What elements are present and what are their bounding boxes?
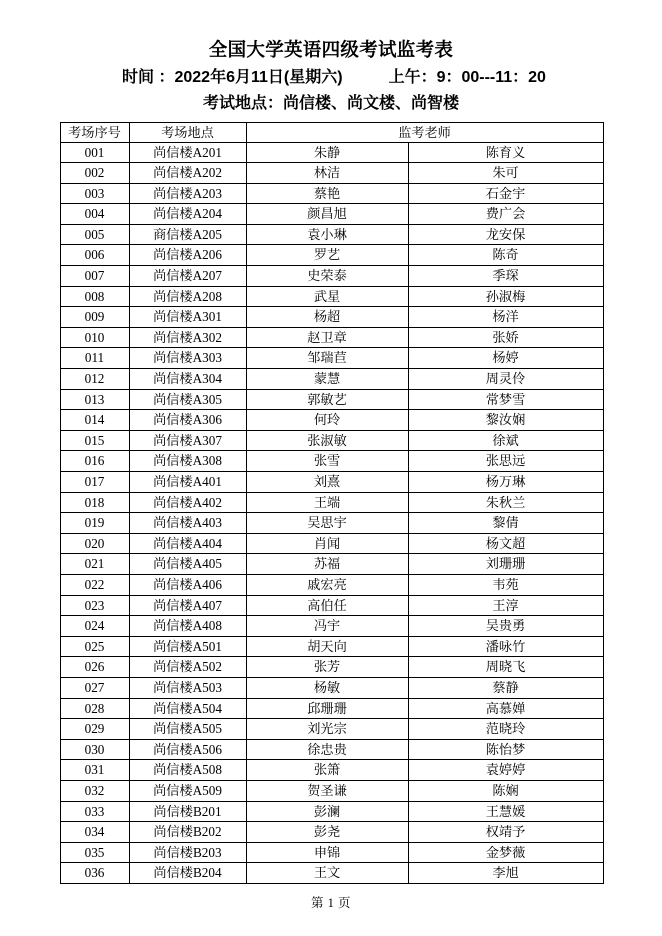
cell-room-place: 尚信楼A508 <box>129 760 246 781</box>
cell-invigilator-2: 金梦薇 <box>408 842 603 863</box>
cell-invigilator-2: 陈育义 <box>408 142 603 163</box>
exam-time-line <box>0 61 662 89</box>
table-row <box>60 142 603 163</box>
cell-room-no: 029 <box>60 719 129 740</box>
cell-room-place: 尚信楼A505 <box>129 719 246 740</box>
cell-invigilator-1: 冯宇 <box>246 616 408 637</box>
invigilation-table <box>60 122 604 884</box>
table-header <box>60 122 603 142</box>
cell-room-place: 尚信楼B202 <box>129 822 246 843</box>
cell-invigilator-1: 张淑敏 <box>246 430 408 451</box>
cell-invigilator-2: 蔡静 <box>408 677 603 698</box>
cell-room-no: 001 <box>60 142 129 163</box>
cell-room-no: 028 <box>60 698 129 719</box>
table-row <box>60 698 603 719</box>
table-row <box>60 327 603 348</box>
cell-invigilator-2: 常梦雪 <box>408 389 603 410</box>
table-row <box>60 554 603 575</box>
cell-invigilator-1: 刘光宗 <box>246 719 408 740</box>
cell-invigilator-1: 申锦 <box>246 842 408 863</box>
cell-room-no: 006 <box>60 245 129 266</box>
cell-room-no: 004 <box>60 204 129 225</box>
cell-room-place: 尚信楼B204 <box>129 863 246 884</box>
cell-invigilator-2: 石金宇 <box>408 183 603 204</box>
cell-invigilator-2: 张思远 <box>408 451 603 472</box>
cell-invigilator-1: 张芳 <box>246 657 408 678</box>
cell-invigilator-1: 苏福 <box>246 554 408 575</box>
cell-invigilator-1: 彭澜 <box>246 801 408 822</box>
table-row <box>60 389 603 410</box>
cell-room-no: 012 <box>60 369 129 390</box>
cell-invigilator-1: 朱静 <box>246 142 408 163</box>
cell-room-place: 尚信楼A403 <box>129 513 246 534</box>
cell-room-no: 010 <box>60 327 129 348</box>
cell-invigilator-1: 徐忠贵 <box>246 739 408 760</box>
table-row <box>60 574 603 595</box>
cell-invigilator-2: 潘咏竹 <box>408 636 603 657</box>
cell-room-no: 036 <box>60 863 129 884</box>
page-title: 全国大学英语四级考试监考表 <box>208 39 454 60</box>
cell-room-place: 尚信楼A201 <box>129 142 246 163</box>
cell-invigilator-1: 王文 <box>246 863 408 884</box>
cell-room-place: 尚信楼A405 <box>129 554 246 575</box>
table-row <box>60 266 603 287</box>
cell-room-no: 022 <box>60 574 129 595</box>
cell-invigilator-1: 张雪 <box>246 451 408 472</box>
cell-room-no: 026 <box>60 657 129 678</box>
cell-room-place: 尚信楼A202 <box>129 163 246 184</box>
table-body <box>60 142 603 883</box>
cell-invigilator-2: 周灵伶 <box>408 369 603 390</box>
table-row <box>60 822 603 843</box>
cell-invigilator-2: 权靖予 <box>408 822 603 843</box>
page-footer: 第 1 页 <box>310 896 351 910</box>
cell-invigilator-1: 张箫 <box>246 760 408 781</box>
cell-invigilator-1: 邹瑞苣 <box>246 348 408 369</box>
cell-room-place: 尚信楼A402 <box>129 492 246 513</box>
cell-invigilator-2: 陈怡梦 <box>408 739 603 760</box>
cell-room-place: 尚信楼A407 <box>129 595 246 616</box>
cell-room-no: 019 <box>60 513 129 534</box>
cell-invigilator-1: 郭敏艺 <box>246 389 408 410</box>
cell-room-no: 030 <box>60 739 129 760</box>
cell-room-place: 尚信楼A206 <box>129 245 246 266</box>
exam-date-value: 2022年6月11日(星期六) <box>174 69 343 87</box>
cell-invigilator-2: 徐斌 <box>408 430 603 451</box>
table-row <box>60 348 603 369</box>
cell-room-place: 尚信楼A504 <box>129 698 246 719</box>
cell-invigilator-2: 朱秋兰 <box>408 492 603 513</box>
header-room-no: 考场序号 <box>60 122 129 142</box>
table-header-row <box>60 122 603 142</box>
cell-room-no: 018 <box>60 492 129 513</box>
cell-invigilator-2: 范晓玲 <box>408 719 603 740</box>
cell-invigilator-1: 何玲 <box>246 410 408 431</box>
cell-invigilator-2: 王淳 <box>408 595 603 616</box>
table-row <box>60 616 603 637</box>
cell-invigilator-2: 杨文超 <box>408 533 603 554</box>
cell-room-no: 021 <box>60 554 129 575</box>
cell-room-no: 007 <box>60 266 129 287</box>
cell-invigilator-2: 杨万琳 <box>408 472 603 493</box>
cell-room-no: 025 <box>60 636 129 657</box>
table-row <box>60 492 603 513</box>
cell-invigilator-1: 武星 <box>246 286 408 307</box>
table-row <box>60 307 603 328</box>
table-row <box>60 780 603 801</box>
cell-room-place: 尚信楼B201 <box>129 801 246 822</box>
cell-invigilator-1: 贺圣谦 <box>246 780 408 801</box>
cell-invigilator-2: 高慕婵 <box>408 698 603 719</box>
cell-room-no: 002 <box>60 163 129 184</box>
cell-room-no: 009 <box>60 307 129 328</box>
cell-room-no: 017 <box>60 472 129 493</box>
cell-invigilator-1: 邱珊珊 <box>246 698 408 719</box>
cell-invigilator-2: 季琛 <box>408 266 603 287</box>
header-invigilators: 监考老师 <box>246 122 603 142</box>
cell-invigilator-1: 戚宏亮 <box>246 574 408 595</box>
cell-room-no: 020 <box>60 533 129 554</box>
cell-room-no: 015 <box>60 430 129 451</box>
exam-time-label: 时间 ： <box>122 69 175 87</box>
cell-invigilator-1: 肖闻 <box>246 533 408 554</box>
table-row <box>60 183 603 204</box>
cell-room-place: 尚信楼A203 <box>129 183 246 204</box>
cell-room-place: 尚信楼A406 <box>129 574 246 595</box>
cell-room-place: 尚信楼A308 <box>129 451 246 472</box>
cell-invigilator-2: 刘珊珊 <box>408 554 603 575</box>
cell-room-no: 035 <box>60 842 129 863</box>
exam-session-value: 上午：9：00---11：20 <box>388 69 546 87</box>
header-room-place: 考场地点 <box>129 122 246 142</box>
cell-room-no: 013 <box>60 389 129 410</box>
cell-invigilator-2: 陈娴 <box>408 780 603 801</box>
exam-table-container <box>60 122 603 884</box>
table-row <box>60 636 603 657</box>
cell-room-place: 尚信楼A502 <box>129 657 246 678</box>
cell-invigilator-2: 朱可 <box>408 163 603 184</box>
cell-invigilator-2: 陈奇 <box>408 245 603 266</box>
cell-room-place: 尚信楼A306 <box>129 410 246 431</box>
table-row <box>60 801 603 822</box>
table-row <box>60 245 603 266</box>
cell-invigilator-1: 杨敏 <box>246 677 408 698</box>
table-row <box>60 472 603 493</box>
cell-invigilator-1: 吴思宇 <box>246 513 408 534</box>
cell-room-place: 尚信楼A501 <box>129 636 246 657</box>
cell-room-place: 尚信楼A404 <box>129 533 246 554</box>
table-row <box>60 286 603 307</box>
cell-invigilator-1: 赵卫章 <box>246 327 408 348</box>
cell-room-place: 尚信楼A204 <box>129 204 246 225</box>
cell-invigilator-2: 黎汝娴 <box>408 410 603 431</box>
cell-room-place: 尚信楼A503 <box>129 677 246 698</box>
cell-room-no: 016 <box>60 451 129 472</box>
table-row <box>60 410 603 431</box>
cell-invigilator-2: 王慧媛 <box>408 801 603 822</box>
cell-room-no: 031 <box>60 760 129 781</box>
table-row <box>60 842 603 863</box>
cell-room-place: 尚信楼B203 <box>129 842 246 863</box>
cell-room-no: 008 <box>60 286 129 307</box>
cell-room-no: 023 <box>60 595 129 616</box>
cell-invigilator-1: 高伯任 <box>246 595 408 616</box>
cell-invigilator-1: 史荣泰 <box>246 266 408 287</box>
cell-invigilator-2: 杨洋 <box>408 307 603 328</box>
cell-room-place: 尚信楼A408 <box>129 616 246 637</box>
cell-invigilator-1: 蒙慧 <box>246 369 408 390</box>
cell-invigilator-2: 费广会 <box>408 204 603 225</box>
cell-room-place: 尚信楼A301 <box>129 307 246 328</box>
table-row <box>60 677 603 698</box>
cell-invigilator-1: 林洁 <box>246 163 408 184</box>
table-row <box>60 513 603 534</box>
cell-room-place: 尚信楼A207 <box>129 266 246 287</box>
cell-invigilator-2: 孙淑梅 <box>408 286 603 307</box>
cell-room-no: 032 <box>60 780 129 801</box>
table-row <box>60 163 603 184</box>
cell-room-place: 尚信楼A302 <box>129 327 246 348</box>
cell-invigilator-2: 韦苑 <box>408 574 603 595</box>
table-row <box>60 739 603 760</box>
table-row <box>60 719 603 740</box>
cell-room-no: 034 <box>60 822 129 843</box>
table-row <box>60 224 603 245</box>
cell-room-place: 尚信楼A506 <box>129 739 246 760</box>
cell-room-place: 尚信楼A304 <box>129 369 246 390</box>
cell-invigilator-2: 吴贵勇 <box>408 616 603 637</box>
cell-room-place: 商信楼A205 <box>129 224 246 245</box>
cell-room-no: 024 <box>60 616 129 637</box>
cell-invigilator-2: 李旭 <box>408 863 603 884</box>
cell-invigilator-1: 颜昌旭 <box>246 204 408 225</box>
cell-room-no: 011 <box>60 348 129 369</box>
cell-invigilator-2: 张娇 <box>408 327 603 348</box>
table-row <box>60 595 603 616</box>
cell-room-no: 005 <box>60 224 129 245</box>
cell-invigilator-2: 黎倩 <box>408 513 603 534</box>
cell-invigilator-1: 王端 <box>246 492 408 513</box>
exam-location-line: 考试地点：尚信楼、尚文楼、尚智楼 <box>202 95 459 113</box>
table-row <box>60 451 603 472</box>
cell-invigilator-2: 龙安保 <box>408 224 603 245</box>
table-row <box>60 863 603 884</box>
table-row <box>60 430 603 451</box>
table-row <box>60 657 603 678</box>
table-row <box>60 369 603 390</box>
cell-invigilator-1: 蔡艳 <box>246 183 408 204</box>
table-row <box>60 204 603 225</box>
cell-invigilator-1: 胡天向 <box>246 636 408 657</box>
cell-invigilator-1: 彭尧 <box>246 822 408 843</box>
cell-room-no: 033 <box>60 801 129 822</box>
cell-room-no: 027 <box>60 677 129 698</box>
cell-room-place: 尚信楼A208 <box>129 286 246 307</box>
table-row <box>60 760 603 781</box>
cell-room-place: 尚信楼A401 <box>129 472 246 493</box>
cell-invigilator-1: 袁小琳 <box>246 224 408 245</box>
table-row <box>60 533 603 554</box>
cell-room-no: 014 <box>60 410 129 431</box>
cell-room-place: 尚信楼A303 <box>129 348 246 369</box>
cell-room-no: 003 <box>60 183 129 204</box>
cell-room-place: 尚信楼A305 <box>129 389 246 410</box>
cell-room-place: 尚信楼A307 <box>129 430 246 451</box>
cell-invigilator-2: 周晓飞 <box>408 657 603 678</box>
cell-invigilator-1: 刘熹 <box>246 472 408 493</box>
cell-invigilator-1: 杨超 <box>246 307 408 328</box>
cell-invigilator-2: 袁婷婷 <box>408 760 603 781</box>
cell-room-place: 尚信楼A509 <box>129 780 246 801</box>
cell-invigilator-2: 杨婷 <box>408 348 603 369</box>
cell-invigilator-1: 罗艺 <box>246 245 408 266</box>
